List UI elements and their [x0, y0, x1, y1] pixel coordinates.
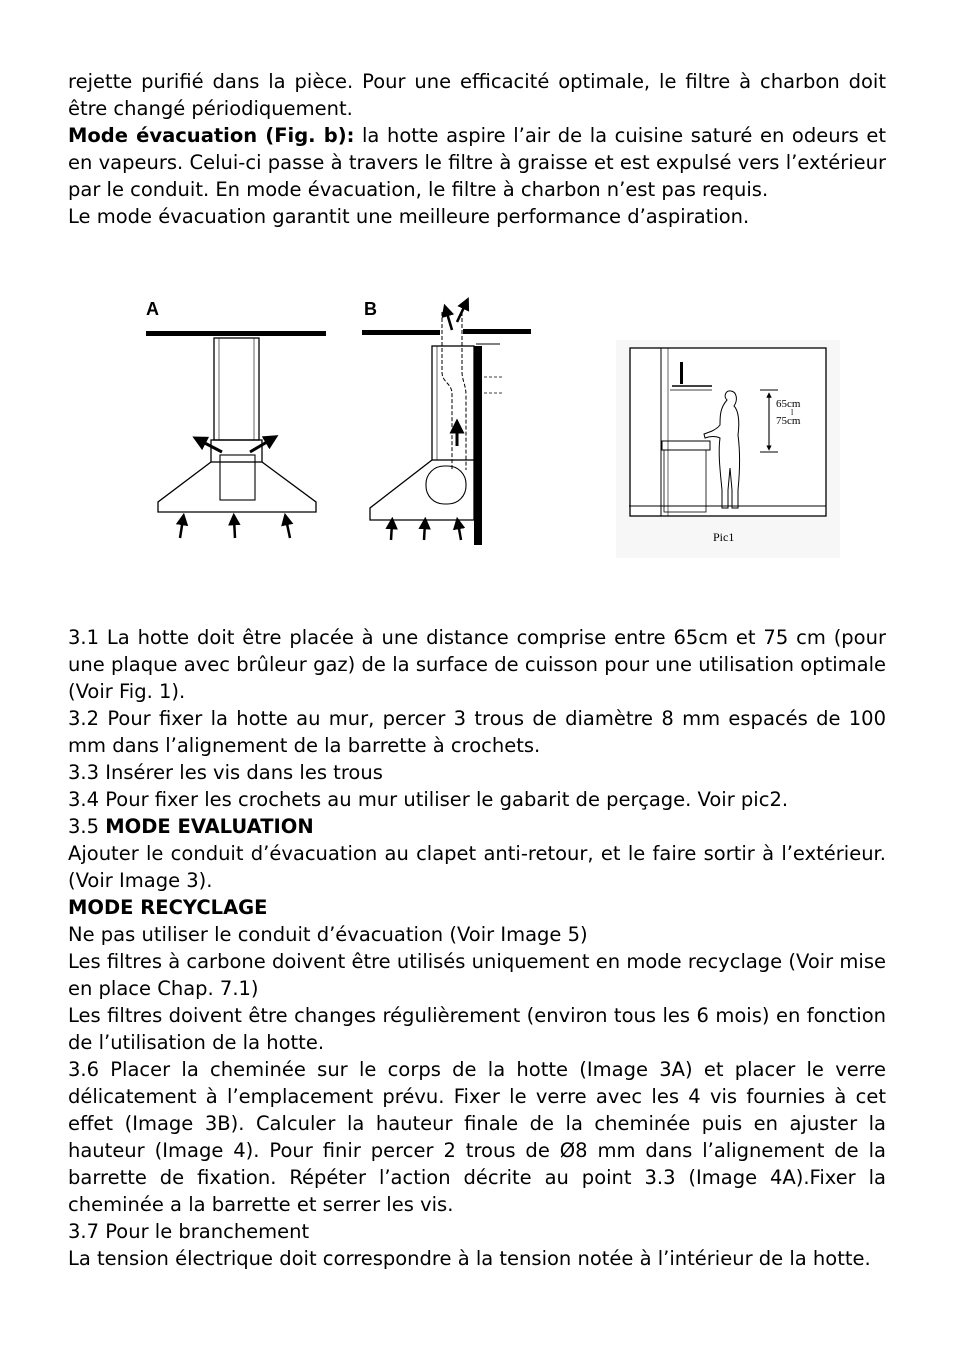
recycle-paragraph-1: Ne pas utiliser le conduit d’évacuation (Voir Image 5): [68, 923, 588, 946]
step-3-4: 3.4 Pour fixer les crochets au mur utiliser le gabarit de perçage. Voir pic2.: [68, 788, 789, 811]
figure-b-exhaust: [362, 299, 531, 545]
pic1-height-diagram: [616, 340, 840, 558]
figure-a-hood-canopy: [158, 462, 316, 512]
step-3-5-text: Ajouter le conduit d’évacuation au clapet anti-retour, et le faire sortir à l’extérieur. (Voir Image 3).: [68, 842, 886, 892]
step-3-5-heading: MODE EVALUATION: [105, 815, 314, 838]
hood-diagram: [0, 285, 954, 575]
intro-section: [68, 68, 886, 230]
step-3-1: 3.1 La hotte doit être placée à une distance comprise entre 65cm et 75 cm (pour une plaque avec brûleur gaz) de la surface de cuisson pour une utilisation optimale (Voir Fig. 1).: [68, 626, 886, 703]
step-3-2: 3.2 Pour fixer la hotte au mur, percer 3 trous de diamètre 8 mm espacés de 100 mm dans l’alignement de la barrette à crochets.: [68, 707, 886, 757]
pic1-caption: Pic1: [713, 530, 735, 544]
pic1-dimension-top: 65cm: [776, 398, 801, 410]
exhaust-mode-heading: Mode évacuation (Fig. b):: [68, 124, 355, 147]
step-3-6: 3.6 Placer la cheminée sur le corps de la hotte (Image 3A) et placer le verre délicatement à l’emplacement prévu. Fixer le verre avec les 4 vis fournies à cet effet (Image 3B). Calculer la hauteur finale de la cheminée puis en ajuster la hauteur (Image 4). Pour finir percer 2 trous de Ø8 mm dans l’alignement de la barrette de fixation. Répéter l’action décrite au point 3.3 (Image 4A).Fixer la cheminée a la barrette et serrer les vis.: [68, 1058, 886, 1216]
pic1-dimension-separator: l: [791, 408, 794, 417]
pic1-dimension-bottom: 75cm: [776, 415, 801, 427]
figure-a-chimney: [214, 338, 259, 440]
figure-b-ceiling-right: [463, 329, 531, 334]
step-3-5: [68, 813, 886, 840]
figure-b-wall: [474, 346, 482, 545]
exhaust-mode-text: la hotte aspire l’air de la cuisine saturé en odeurs et en vapeurs. Celui-ci passe à travers le filtre à graisse et est expulsé vers l’extérieur par le conduit. En mode évacuation, le filtre à charbon n’est pas requis.: [68, 124, 886, 201]
recycle-paragraph-2: Les filtres à carbone doivent être utilisés uniquement en mode recyclage (Voir mise en place Chap. 7.1): [68, 950, 886, 1000]
hood-figure: [0, 285, 954, 575]
figure-a-recirculation: [146, 299, 326, 538]
figure-b-label: B: [364, 299, 377, 319]
recycle-heading: MODE RECYCLAGE: [68, 896, 268, 919]
intro-paragraph-3: Le mode évacuation garantit une meilleure performance d’aspiration.: [68, 205, 750, 228]
recycle-paragraph-3: Les filtres doivent être changes régulièrement (environ tous les 6 mois) en fonction de l’utilisation de la hotte.: [68, 1004, 886, 1054]
step-3-5-prefix: 3.5: [68, 815, 106, 838]
figure-b-ceiling-left: [362, 330, 440, 335]
pic1-hood: [680, 362, 683, 384]
intro-paragraph-1: rejette purifié dans la pièce. Pour une efficacité optimale, le filtre à charbon doit être changé périodiquement.: [68, 70, 886, 120]
instructions-section: [68, 624, 886, 1272]
step-3-3: 3.3 Insérer les vis dans les trous: [68, 761, 383, 784]
figure-a-ceiling: [146, 331, 326, 336]
figure-b-chimney: [432, 346, 474, 460]
figure-a-label: A: [146, 299, 159, 319]
step-3-7: 3.7 Pour le branchement: [68, 1220, 310, 1243]
intro-paragraph-2: [68, 122, 886, 203]
step-3-7-text: La tension électrique doit correspondre à la tension notée à l’intérieur de la hotte.: [68, 1247, 871, 1270]
figure-b-motor: [426, 466, 466, 504]
figure-b-duct: [442, 312, 466, 470]
